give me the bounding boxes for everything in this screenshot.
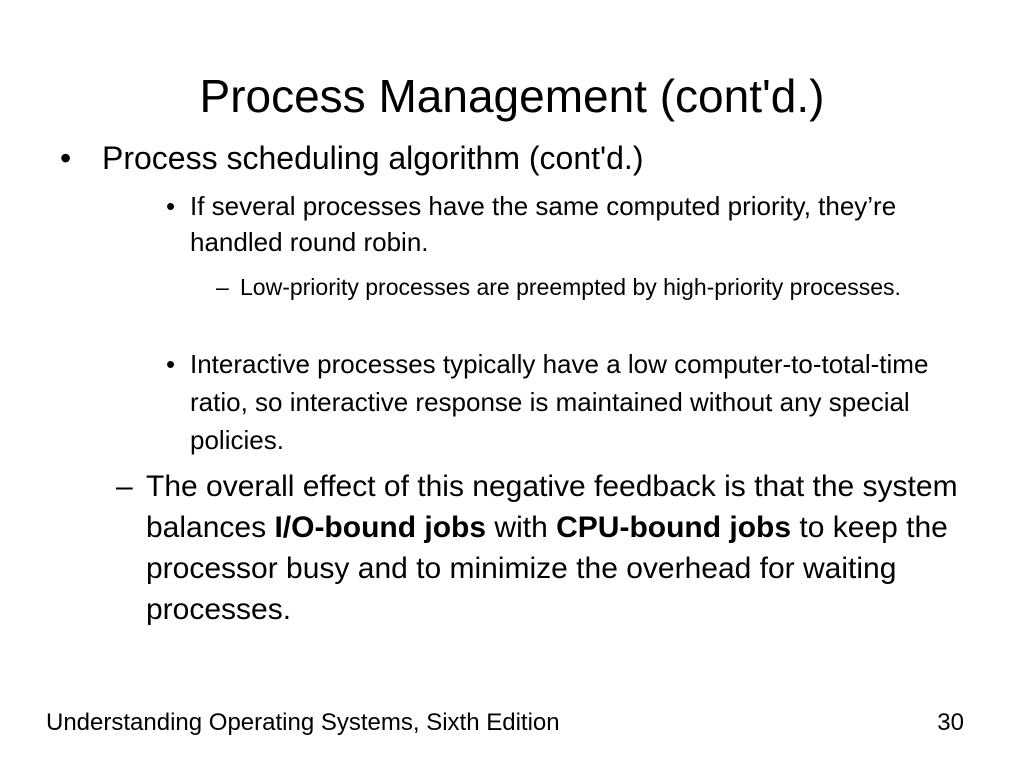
bold-term-cpu-bound: CPU-bound jobs xyxy=(556,511,792,544)
bullet-marker: • xyxy=(166,349,176,379)
bullet-text: Interactive processes typically have a low computer-to-total-time ratio, so interactive response is maintained without any special policies. xyxy=(190,349,929,455)
dash-marker: – xyxy=(116,470,133,503)
bullet-text xyxy=(146,466,966,630)
footer-book-title: Understanding Operating Systems, Sixth Edition xyxy=(46,709,560,736)
bullet-marker: • xyxy=(60,140,72,176)
bullet-text: Low-priority processes are preempted by high-priority processes. xyxy=(240,274,901,300)
text-part: The overall effect of this negative feedback is that the system balances xyxy=(146,470,958,544)
bullet-level2-priority xyxy=(166,188,956,260)
bullet-text: Process scheduling algorithm (cont'd.) xyxy=(102,140,644,176)
bullet-level1 xyxy=(60,136,643,180)
bullet-level2-interactive xyxy=(166,345,956,459)
footer-page-number: 30 xyxy=(937,709,964,736)
slide-title: Process Management (cont'd.) xyxy=(199,70,825,122)
bullet-level3-preempt xyxy=(216,270,956,304)
text-part: to keep the processor busy and to minimize the overhead for waiting processes. xyxy=(146,511,948,626)
bullet-text: If several processes have the same computed priority, they’re handled round robin. xyxy=(190,191,897,257)
bullet-dash-overall-effect xyxy=(116,466,966,630)
text-part: with xyxy=(486,511,557,544)
dash-marker: – xyxy=(216,274,229,300)
bold-term-io-bound: I/O-bound jobs xyxy=(274,511,487,544)
bullet-marker: • xyxy=(166,191,176,221)
